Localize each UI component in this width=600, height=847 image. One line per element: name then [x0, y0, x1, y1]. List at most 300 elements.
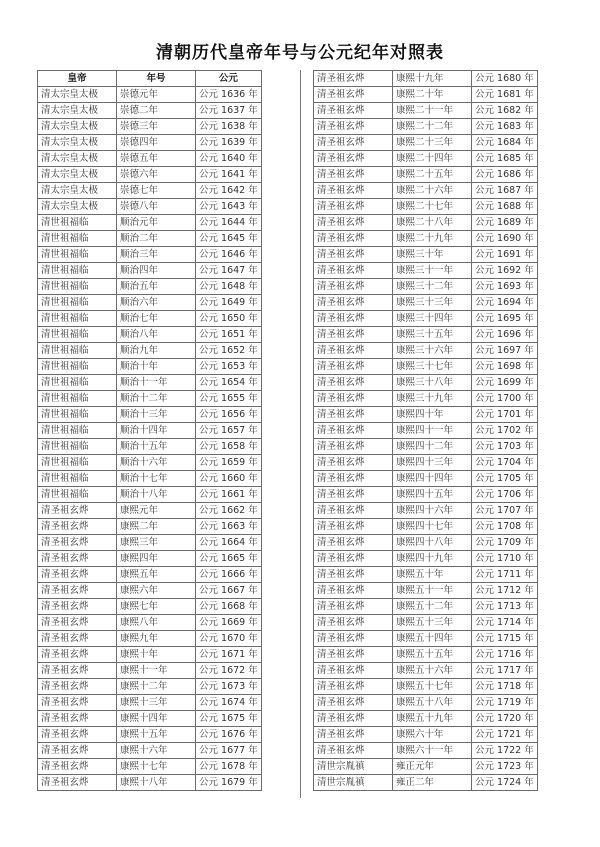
- year-cell: 公元 1676 年: [196, 727, 262, 743]
- year-cell: 公元 1647 年: [196, 263, 262, 279]
- emperor-cell: 清太宗皇太极: [38, 199, 117, 215]
- emperor-cell: 清圣祖玄烨: [314, 615, 393, 631]
- year-cell: 公元 1684 年: [472, 135, 538, 151]
- emperor-cell: 清太宗皇太极: [38, 135, 117, 151]
- year-cell: 公元 1669 年: [196, 615, 262, 631]
- table-row: [38, 599, 262, 615]
- table-row: [314, 231, 538, 247]
- era-cell: 康熙五十二年: [393, 599, 472, 615]
- emperor-cell: 清圣祖玄烨: [38, 775, 117, 791]
- emperor-cell: 清圣祖玄烨: [38, 519, 117, 535]
- table-row: [38, 583, 262, 599]
- era-cell: 顺治九年: [117, 343, 196, 359]
- table-row: [314, 311, 538, 327]
- era-cell: 康熙五十四年: [393, 631, 472, 647]
- emperor-cell: 清世宗胤禛: [314, 775, 393, 791]
- table-row: [314, 663, 538, 679]
- era-cell: 崇德五年: [117, 151, 196, 167]
- era-cell: 康熙十三年: [117, 695, 196, 711]
- year-cell: 公元 1657 年: [196, 423, 262, 439]
- era-cell: 康熙五十九年: [393, 711, 472, 727]
- emperor-cell: 清世祖福临: [38, 487, 117, 503]
- year-cell: 公元 1699 年: [472, 375, 538, 391]
- era-cell: 顺治十三年: [117, 407, 196, 423]
- emperor-cell: 清圣祖玄烨: [314, 647, 393, 663]
- year-cell: 公元 1674 年: [196, 695, 262, 711]
- emperor-cell: 清圣祖玄烨: [314, 167, 393, 183]
- year-cell: 公元 1653 年: [196, 359, 262, 375]
- era-cell: 康熙二十四年: [393, 151, 472, 167]
- year-cell: 公元 1649 年: [196, 295, 262, 311]
- era-cell: 康熙四年: [117, 551, 196, 567]
- year-cell: 公元 1673 年: [196, 679, 262, 695]
- table-row: [38, 455, 262, 471]
- era-cell: 崇德二年: [117, 103, 196, 119]
- year-cell: 公元 1648 年: [196, 279, 262, 295]
- era-cell: 康熙九年: [117, 631, 196, 647]
- era-cell: 康熙四十三年: [393, 455, 472, 471]
- table-row: [38, 391, 262, 407]
- emperor-cell: 清圣祖玄烨: [314, 279, 393, 295]
- emperor-cell: 清世祖福临: [38, 375, 117, 391]
- year-cell: 公元 1701 年: [472, 407, 538, 423]
- year-cell: 公元 1639 年: [196, 135, 262, 151]
- era-cell: 顺治四年: [117, 263, 196, 279]
- emperor-cell: 清圣祖玄烨: [314, 423, 393, 439]
- era-cell: 康熙五十六年: [393, 663, 472, 679]
- table-row: [314, 647, 538, 663]
- emperor-cell: 清世祖福临: [38, 343, 117, 359]
- era-cell: 顺治七年: [117, 311, 196, 327]
- era-cell: 康熙六年: [117, 583, 196, 599]
- table-row: [314, 391, 538, 407]
- table-row: [314, 263, 538, 279]
- year-cell: 公元 1703 年: [472, 439, 538, 455]
- table-row: [38, 519, 262, 535]
- table-row: [38, 87, 262, 103]
- year-cell: 公元 1668 年: [196, 599, 262, 615]
- year-cell: 公元 1702 年: [472, 423, 538, 439]
- emperor-cell: 清圣祖玄烨: [314, 455, 393, 471]
- year-cell: 公元 1715 年: [472, 631, 538, 647]
- year-cell: 公元 1695 年: [472, 311, 538, 327]
- era-cell: 崇德元年: [117, 87, 196, 103]
- year-cell: 公元 1689 年: [472, 215, 538, 231]
- era-cell: 康熙二十一年: [393, 103, 472, 119]
- year-cell: 公元 1681 年: [472, 87, 538, 103]
- table-row: [314, 327, 538, 343]
- era-cell: 康熙四十八年: [393, 535, 472, 551]
- emperor-cell: 清圣祖玄烨: [314, 679, 393, 695]
- era-cell: 康熙三十八年: [393, 375, 472, 391]
- era-cell: 康熙二十九年: [393, 231, 472, 247]
- table-row: [38, 359, 262, 375]
- year-cell: 公元 1672 年: [196, 663, 262, 679]
- era-cell: 康熙三十九年: [393, 391, 472, 407]
- year-cell: 公元 1714 年: [472, 615, 538, 631]
- era-cell: 崇德八年: [117, 199, 196, 215]
- emperor-cell: 清世祖福临: [38, 295, 117, 311]
- table-row: [38, 727, 262, 743]
- era-cell: 康熙二十七年: [393, 199, 472, 215]
- era-cell: 康熙二年: [117, 519, 196, 535]
- emperor-cell: 清世祖福临: [38, 439, 117, 455]
- emperor-cell: 清圣祖玄烨: [38, 727, 117, 743]
- table-row: [314, 439, 538, 455]
- year-cell: 公元 1660 年: [196, 471, 262, 487]
- year-cell: 公元 1666 年: [196, 567, 262, 583]
- table-row: [38, 247, 262, 263]
- year-cell: 公元 1651 年: [196, 327, 262, 343]
- era-cell: 顺治三年: [117, 247, 196, 263]
- table-row: [38, 647, 262, 663]
- table-row: [314, 567, 538, 583]
- era-cell: 顺治十五年: [117, 439, 196, 455]
- emperor-cell: 清圣祖玄烨: [38, 647, 117, 663]
- era-cell: 顺治十八年: [117, 487, 196, 503]
- emperor-cell: 清圣祖玄烨: [314, 599, 393, 615]
- year-cell: 公元 1646 年: [196, 247, 262, 263]
- year-cell: 公元 1697 年: [472, 343, 538, 359]
- era-cell: 康熙十二年: [117, 679, 196, 695]
- table-row: [314, 727, 538, 743]
- year-cell: 公元 1655 年: [196, 391, 262, 407]
- era-cell: 康熙二十年: [393, 87, 472, 103]
- emperor-cell: 清世祖福临: [38, 455, 117, 471]
- year-cell: 公元 1723 年: [472, 759, 538, 775]
- table-row: [314, 103, 538, 119]
- year-cell: 公元 1711 年: [472, 567, 538, 583]
- table-row: [38, 471, 262, 487]
- header-era: 年号: [117, 71, 196, 87]
- table-row: [38, 439, 262, 455]
- table-row: [38, 183, 262, 199]
- table-row: [314, 183, 538, 199]
- table-row: [38, 407, 262, 423]
- left-table: [37, 70, 262, 791]
- table-row: [314, 119, 538, 135]
- emperor-cell: 清圣祖玄烨: [38, 599, 117, 615]
- era-cell: 康熙四十六年: [393, 503, 472, 519]
- era-cell: 顺治十七年: [117, 471, 196, 487]
- era-cell: 康熙十八年: [117, 775, 196, 791]
- era-cell: 康熙四十九年: [393, 551, 472, 567]
- year-cell: 公元 1718 年: [472, 679, 538, 695]
- emperor-cell: 清世祖福临: [38, 279, 117, 295]
- era-cell: 康熙四十四年: [393, 471, 472, 487]
- era-cell: 康熙十六年: [117, 743, 196, 759]
- year-cell: 公元 1659 年: [196, 455, 262, 471]
- year-cell: 公元 1712 年: [472, 583, 538, 599]
- emperor-cell: 清圣祖玄烨: [314, 87, 393, 103]
- year-cell: 公元 1645 年: [196, 231, 262, 247]
- year-cell: 公元 1656 年: [196, 407, 262, 423]
- table-row: [314, 423, 538, 439]
- year-cell: 公元 1636 年: [196, 87, 262, 103]
- emperor-cell: 清圣祖玄烨: [314, 487, 393, 503]
- year-cell: 公元 1719 年: [472, 695, 538, 711]
- year-cell: 公元 1724 年: [472, 775, 538, 791]
- table-row: [314, 743, 538, 759]
- column-divider: [300, 70, 301, 798]
- era-cell: 顺治十六年: [117, 455, 196, 471]
- table-row: [314, 695, 538, 711]
- emperor-cell: 清圣祖玄烨: [38, 567, 117, 583]
- era-cell: 康熙五十年: [393, 567, 472, 583]
- era-cell: 康熙三十五年: [393, 327, 472, 343]
- era-cell: 崇德三年: [117, 119, 196, 135]
- emperor-cell: 清圣祖玄烨: [314, 519, 393, 535]
- year-cell: 公元 1652 年: [196, 343, 262, 359]
- era-cell: 顺治二年: [117, 231, 196, 247]
- emperor-cell: 清圣祖玄烨: [314, 743, 393, 759]
- emperor-cell: 清圣祖玄烨: [314, 151, 393, 167]
- year-cell: 公元 1662 年: [196, 503, 262, 519]
- year-cell: 公元 1670 年: [196, 631, 262, 647]
- era-cell: 康熙四十五年: [393, 487, 472, 503]
- emperor-cell: 清太宗皇太极: [38, 119, 117, 135]
- year-cell: 公元 1704 年: [472, 455, 538, 471]
- emperor-cell: 清圣祖玄烨: [38, 551, 117, 567]
- table-row: [314, 71, 538, 87]
- era-cell: 顺治元年: [117, 215, 196, 231]
- era-cell: 康熙三十二年: [393, 279, 472, 295]
- emperor-cell: 清圣祖玄烨: [314, 231, 393, 247]
- emperor-cell: 清圣祖玄烨: [314, 327, 393, 343]
- table-row: [38, 663, 262, 679]
- era-cell: 康熙十一年: [117, 663, 196, 679]
- table-row: [38, 231, 262, 247]
- emperor-cell: 清圣祖玄烨: [38, 583, 117, 599]
- table-row: [314, 375, 538, 391]
- year-cell: 公元 1650 年: [196, 311, 262, 327]
- table-row: [314, 343, 538, 359]
- era-cell: 康熙五十五年: [393, 647, 472, 663]
- table-row: [38, 631, 262, 647]
- emperor-cell: 清圣祖玄烨: [314, 71, 393, 87]
- emperor-cell: 清圣祖玄烨: [38, 759, 117, 775]
- table-row: [38, 535, 262, 551]
- table-row: [314, 519, 538, 535]
- era-cell: 康熙十九年: [393, 71, 472, 87]
- era-cell: 康熙七年: [117, 599, 196, 615]
- emperor-cell: 清世祖福临: [38, 263, 117, 279]
- table-row: [314, 503, 538, 519]
- era-cell: 康熙四十年: [393, 407, 472, 423]
- emperor-cell: 清世祖福临: [38, 423, 117, 439]
- table-row: [38, 215, 262, 231]
- era-cell: 康熙十五年: [117, 727, 196, 743]
- year-cell: 公元 1678 年: [196, 759, 262, 775]
- era-cell: 顺治十四年: [117, 423, 196, 439]
- year-cell: 公元 1708 年: [472, 519, 538, 535]
- era-cell: 雍正元年: [393, 759, 472, 775]
- emperor-cell: 清圣祖玄烨: [38, 711, 117, 727]
- era-cell: 康熙四十一年: [393, 423, 472, 439]
- emperor-cell: 清世宗胤禛: [314, 759, 393, 775]
- emperor-cell: 清圣祖玄烨: [38, 743, 117, 759]
- year-cell: 公元 1661 年: [196, 487, 262, 503]
- era-cell: 崇德七年: [117, 183, 196, 199]
- table-row: [38, 327, 262, 343]
- table-row: [314, 87, 538, 103]
- year-cell: 公元 1671 年: [196, 647, 262, 663]
- emperor-cell: 清圣祖玄烨: [314, 295, 393, 311]
- era-cell: 康熙十四年: [117, 711, 196, 727]
- table-row: [38, 103, 262, 119]
- table-row: [314, 583, 538, 599]
- era-cell: 康熙五年: [117, 567, 196, 583]
- table-row: [38, 167, 262, 183]
- emperor-cell: 清圣祖玄烨: [314, 135, 393, 151]
- year-cell: 公元 1706 年: [472, 487, 538, 503]
- emperor-cell: 清圣祖玄烨: [314, 663, 393, 679]
- table-row: [314, 167, 538, 183]
- header-emperor: 皇帝: [38, 71, 117, 87]
- year-cell: 公元 1688 年: [472, 199, 538, 215]
- era-cell: 康熙五十一年: [393, 583, 472, 599]
- year-cell: 公元 1643 年: [196, 199, 262, 215]
- table-row: [314, 135, 538, 151]
- year-cell: 公元 1685 年: [472, 151, 538, 167]
- year-cell: 公元 1663 年: [196, 519, 262, 535]
- emperor-cell: 清圣祖玄烨: [314, 583, 393, 599]
- era-cell: 顺治十一年: [117, 375, 196, 391]
- table-row: [38, 743, 262, 759]
- emperor-cell: 清圣祖玄烨: [38, 695, 117, 711]
- table-row: [38, 695, 262, 711]
- table-row: [314, 631, 538, 647]
- emperor-cell: 清太宗皇太极: [38, 183, 117, 199]
- emperor-cell: 清世祖福临: [38, 391, 117, 407]
- era-cell: 康熙六十一年: [393, 743, 472, 759]
- page-title: 清朝历代皇帝年号与公元纪年对照表: [156, 43, 444, 63]
- year-cell: 公元 1665 年: [196, 551, 262, 567]
- era-cell: 康熙三十四年: [393, 311, 472, 327]
- table-row: [314, 775, 538, 791]
- era-cell: 康熙二十六年: [393, 183, 472, 199]
- era-cell: 康熙四十七年: [393, 519, 472, 535]
- table-row: [314, 407, 538, 423]
- table-row: [314, 215, 538, 231]
- table-row: [314, 455, 538, 471]
- emperor-cell: 清圣祖玄烨: [314, 119, 393, 135]
- era-cell: 康熙二十八年: [393, 215, 472, 231]
- year-cell: 公元 1686 年: [472, 167, 538, 183]
- table-row: [38, 711, 262, 727]
- emperor-cell: 清圣祖玄烨: [38, 679, 117, 695]
- emperor-cell: 清世祖福临: [38, 471, 117, 487]
- year-cell: 公元 1693 年: [472, 279, 538, 295]
- year-cell: 公元 1710 年: [472, 551, 538, 567]
- year-cell: 公元 1716 年: [472, 647, 538, 663]
- era-cell: 康熙六十年: [393, 727, 472, 743]
- year-cell: 公元 1692 年: [472, 263, 538, 279]
- emperor-cell: 清圣祖玄烨: [314, 695, 393, 711]
- year-cell: 公元 1675 年: [196, 711, 262, 727]
- emperor-cell: 清世祖福临: [38, 247, 117, 263]
- era-cell: 康熙二十二年: [393, 119, 472, 135]
- year-cell: 公元 1642 年: [196, 183, 262, 199]
- year-cell: 公元 1721 年: [472, 727, 538, 743]
- year-cell: 公元 1641 年: [196, 167, 262, 183]
- era-cell: 康熙三十六年: [393, 343, 472, 359]
- table-row: [38, 375, 262, 391]
- year-cell: 公元 1658 年: [196, 439, 262, 455]
- emperor-cell: 清圣祖玄烨: [314, 343, 393, 359]
- era-cell: 康熙二十三年: [393, 135, 472, 151]
- right-table: [313, 70, 538, 791]
- table-row: [314, 199, 538, 215]
- table-row: [314, 551, 538, 567]
- era-cell: 康熙二十五年: [393, 167, 472, 183]
- emperor-cell: 清圣祖玄烨: [314, 199, 393, 215]
- year-cell: 公元 1683 年: [472, 119, 538, 135]
- table-row: [38, 135, 262, 151]
- emperor-cell: 清太宗皇太极: [38, 167, 117, 183]
- table-row: [38, 679, 262, 695]
- emperor-cell: 清圣祖玄烨: [314, 711, 393, 727]
- year-cell: 公元 1722 年: [472, 743, 538, 759]
- era-cell: 顺治十二年: [117, 391, 196, 407]
- year-cell: 公元 1709 年: [472, 535, 538, 551]
- year-cell: 公元 1707 年: [472, 503, 538, 519]
- year-cell: 公元 1694 年: [472, 295, 538, 311]
- era-cell: 康熙五十三年: [393, 615, 472, 631]
- emperor-cell: 清圣祖玄烨: [314, 551, 393, 567]
- era-cell: 康熙八年: [117, 615, 196, 631]
- table-row: [38, 199, 262, 215]
- era-cell: 康熙十年: [117, 647, 196, 663]
- era-cell: 康熙三十年: [393, 247, 472, 263]
- table-row: [38, 775, 262, 791]
- table-row: [38, 263, 262, 279]
- era-cell: 康熙三年: [117, 535, 196, 551]
- era-cell: 康熙四十二年: [393, 439, 472, 455]
- year-cell: 公元 1679 年: [196, 775, 262, 791]
- table-row: [314, 359, 538, 375]
- year-cell: 公元 1687 年: [472, 183, 538, 199]
- year-cell: 公元 1664 年: [196, 535, 262, 551]
- emperor-cell: 清世祖福临: [38, 327, 117, 343]
- year-cell: 公元 1698 年: [472, 359, 538, 375]
- table-row: [38, 487, 262, 503]
- table-row: [38, 615, 262, 631]
- era-cell: 顺治十年: [117, 359, 196, 375]
- header-year: 公元: [196, 71, 262, 87]
- era-cell: 顺治八年: [117, 327, 196, 343]
- era-cell: 康熙三十七年: [393, 359, 472, 375]
- table-row: [38, 151, 262, 167]
- table-row: [38, 423, 262, 439]
- year-cell: 公元 1696 年: [472, 327, 538, 343]
- year-cell: 公元 1713 年: [472, 599, 538, 615]
- emperor-cell: 清世祖福临: [38, 407, 117, 423]
- emperor-cell: 清圣祖玄烨: [314, 439, 393, 455]
- table-row: [314, 295, 538, 311]
- emperor-cell: 清世祖福临: [38, 231, 117, 247]
- year-cell: 公元 1680 年: [472, 71, 538, 87]
- emperor-cell: 清圣祖玄烨: [314, 535, 393, 551]
- year-cell: 公元 1637 年: [196, 103, 262, 119]
- year-cell: 公元 1717 年: [472, 663, 538, 679]
- emperor-cell: 清圣祖玄烨: [38, 503, 117, 519]
- era-cell: 康熙五十八年: [393, 695, 472, 711]
- table-row: [38, 311, 262, 327]
- emperor-cell: 清圣祖玄烨: [314, 727, 393, 743]
- year-cell: 公元 1691 年: [472, 247, 538, 263]
- emperor-cell: 清圣祖玄烨: [314, 503, 393, 519]
